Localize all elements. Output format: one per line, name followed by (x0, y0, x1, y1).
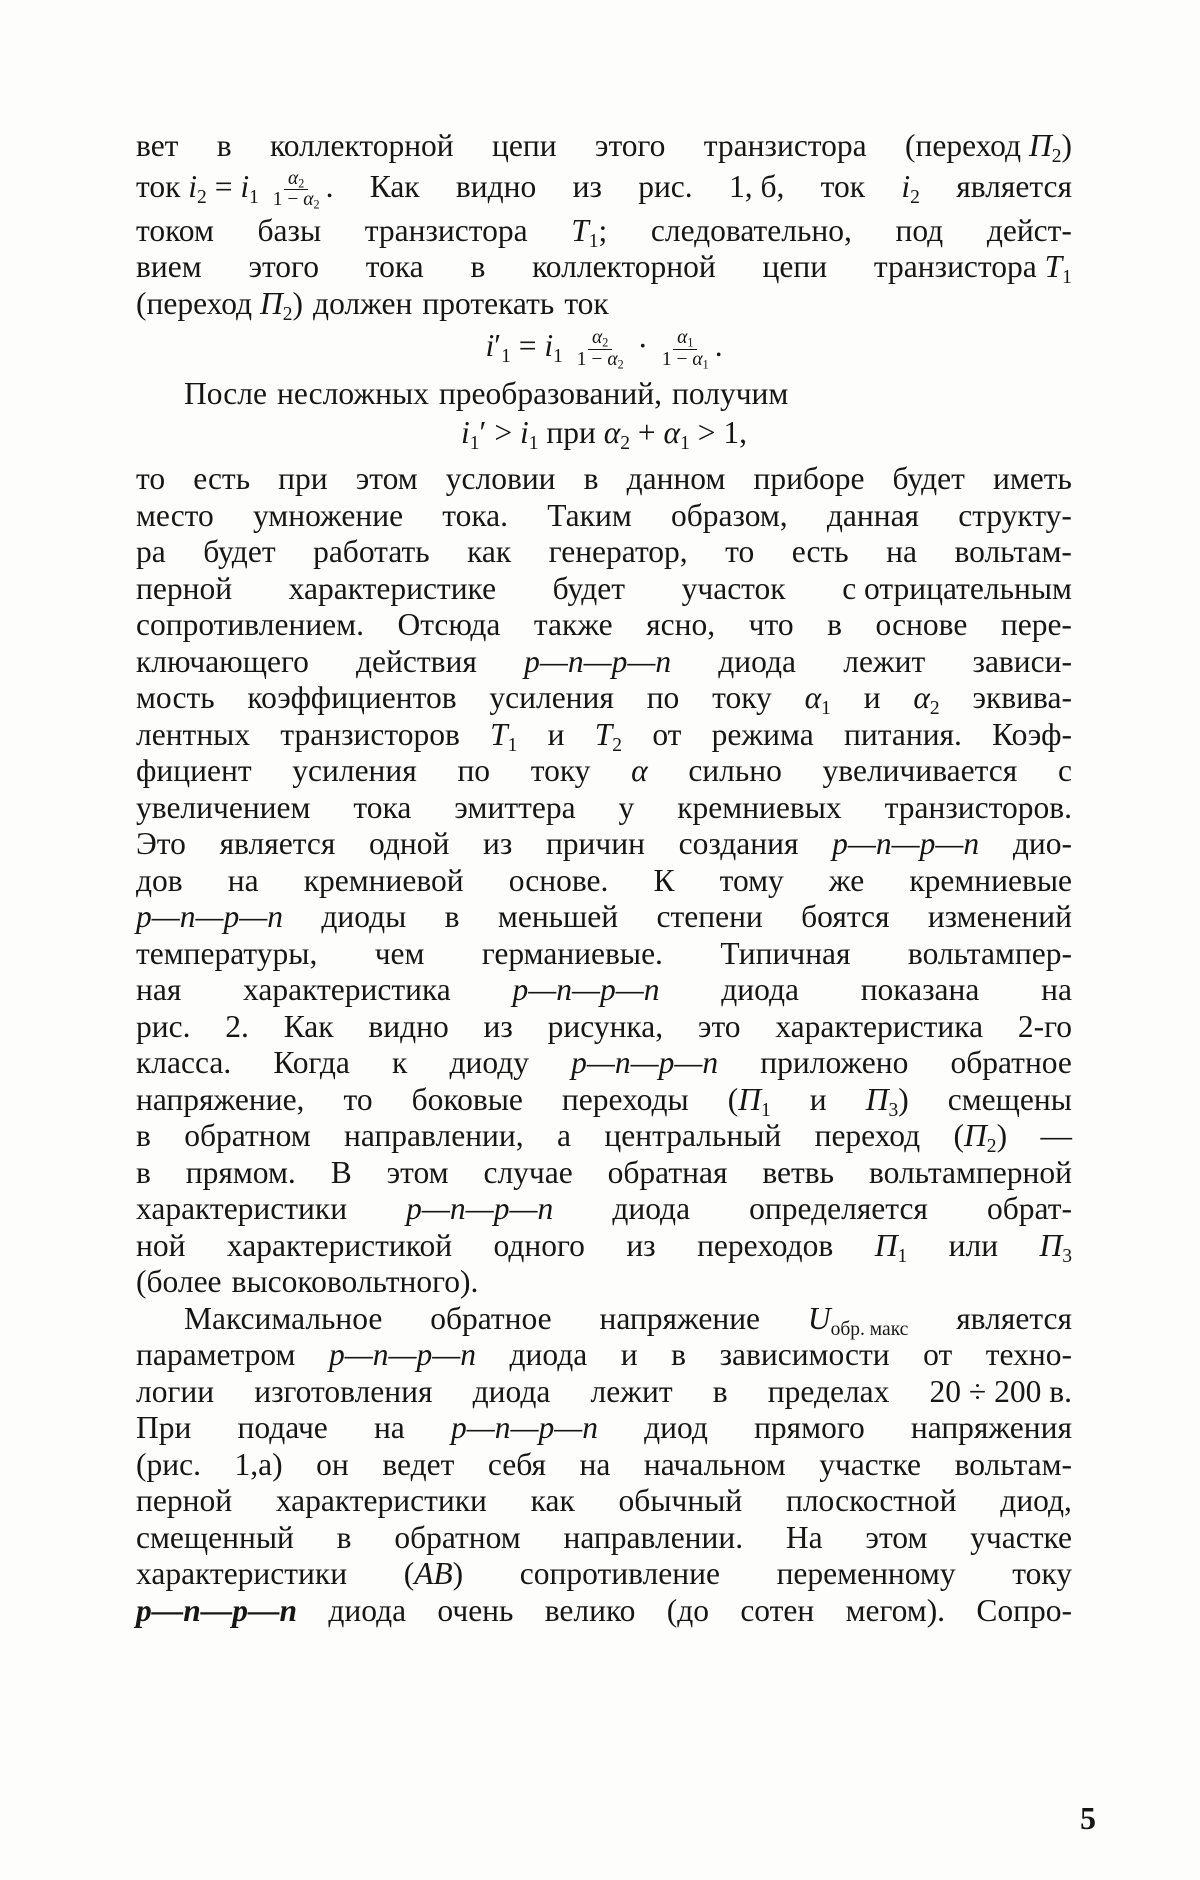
body-text (136, 128, 1072, 1629)
text-line: в прямом. В этом случае обратная ветвь вольтамперной (136, 1154, 1072, 1190)
text-line: перной характеристики как обычный плоскостной диод, (136, 1483, 1072, 1518)
text-line: вет в коллекторной цепи этого транзистора (переход $П_2$) (136, 128, 1072, 167)
text-line: то есть при этом условии в данном приборе будет иметь (136, 461, 1072, 496)
text-line: напряжение, то боковые переходы ($П_1$ и $П_3$) смещены (136, 1081, 1072, 1121)
text-line: фициент усиления по току α сильно увеличивается с (136, 753, 1072, 788)
text-line: При подаче на p—n—p—n диод прямого напряжения (136, 1410, 1072, 1445)
text-line: параметром p—n—p—n диода и в зависимости от техно- (136, 1337, 1072, 1372)
text-line: увеличением тока эмиттера у кремниевых транзисторов. (136, 789, 1072, 825)
text-line: лентных транзисторов $T_1$ и $T_2$ от режима питания. Коэф- (136, 716, 1072, 756)
text-line: место умножение тока. Таким образом, данная структу- (136, 497, 1072, 533)
text-line: характеристики (AB) сопротивление переменному току (136, 1556, 1072, 1591)
text-line: в обратном направлении, а центральный переход $(П_2)$ — (136, 1118, 1072, 1157)
text-line: сопротивлением. Отсюда также ясно, что в основе пере- (136, 607, 1072, 642)
text-line: ной характеристикой одного из переходов $П_1$ или $П_3$ (136, 1227, 1072, 1267)
text-line: p—n—p—n диода очень велико (до сотен мегом). Сопро- (136, 1592, 1072, 1628)
text-line: вием этого тока в коллекторной цепи транзистора $T_1$ (136, 249, 1072, 288)
text-line: Максимальное обратное напряжение $U_{обр. макс}$ является (184, 1300, 1072, 1340)
text-line: рис. 2. Как видно из рисунка, это характеристика 2-го (136, 1008, 1072, 1044)
text-line: логии изготовления диода лежит в пределах 20 ÷ 200 в. (136, 1373, 1072, 1409)
text-line: ток $i_2 = i_1$ $\frac{\alpha_2}{1 - \alpha_2}$ . Как видно из рис. 1, б, ток $i_2$ является (136, 167, 1072, 212)
text-line: ра будет работать как генератор, то есть на вольтам- (136, 534, 1072, 569)
text-line: (более высоковольтного). (136, 1264, 479, 1299)
text-line: ная характеристика p—n—p—n диода показана на (136, 972, 1072, 1007)
text-line: дов на кремниевой основе. К тому же кремниевые (136, 862, 1072, 898)
text-line: класса. Когда к диоду p—n—p—n приложено обратное (136, 1045, 1072, 1080)
text-line: (переход $П_2$) должен протекать ток (136, 285, 609, 325)
text-line: характеристики p—n—p—n диода определяется обрат- (136, 1191, 1072, 1226)
text-line: p—n—p—n диоды в меньшей степени боятся изменений (136, 899, 1072, 934)
page-number: 5 (1080, 1800, 1096, 1836)
text-line: (рис. 1,а) он ведет себя на начальном участке вольтам- (136, 1446, 1072, 1482)
text-line: мость коэффициентов усиления по току $\alpha_1$ и $\alpha_2$ эквива- (136, 680, 1072, 719)
text-line: током базы транзистора $T_1$; следовательно, под дейст- (136, 212, 1072, 252)
formula: $i'_1 = i_1$ $\frac{\alpha_2}{1 - \alpha_2}$ · $\frac{\alpha_1}{1 - \alpha_1}$ . (485, 327, 723, 372)
formula: $i_1' > i_1$ при $\alpha_2 + \alpha_1 > 1$, (461, 414, 747, 454)
text-line: перной характеристике будет участок с отрицательным (136, 570, 1072, 606)
text-line: смещенный в обратном направлении. На этом участке (136, 1519, 1072, 1555)
text-line: После несложных преобразований, получим (184, 376, 789, 411)
text-line: Это является одной из причин создания p—n—p—n дио- (136, 826, 1072, 861)
text-line: температуры, чем германиевые. Типичная вольтампер- (136, 935, 1072, 971)
text-line: ключающего действия p—n—p—n диода лежит зависи- (136, 643, 1072, 679)
